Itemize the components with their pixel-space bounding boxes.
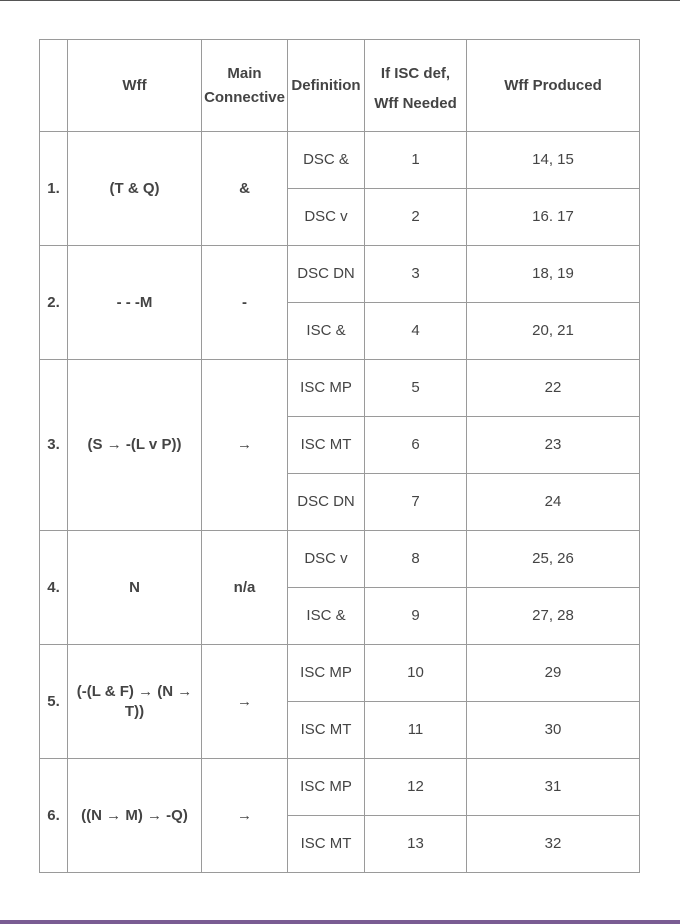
definition-cell: ISC MP (288, 360, 365, 417)
definition-cell: DSC DN (288, 474, 365, 531)
wff-produced-cell: 27, 28 (467, 588, 640, 645)
row-index: 6. (40, 759, 68, 873)
header-wff-produced: Wff Produced (467, 40, 640, 132)
main-connective-cell: n/a (202, 531, 288, 645)
definition-cell: DSC & (288, 132, 365, 189)
header-definition: Definition (288, 40, 365, 132)
wff-needed-cell: 6 (365, 417, 467, 474)
wff-cell: N (68, 531, 202, 645)
definition-cell: DSC v (288, 189, 365, 246)
wff-cell: (S → -(L v P)) (68, 360, 202, 531)
row-index: 3. (40, 360, 68, 531)
header-wff: Wff (68, 40, 202, 132)
wff-needed-cell: 8 (365, 531, 467, 588)
row-index: 1. (40, 132, 68, 246)
wff-produced-cell: 29 (467, 645, 640, 702)
wff-needed-cell: 3 (365, 246, 467, 303)
wff-produced-cell: 31 (467, 759, 640, 816)
table-row (40, 645, 640, 702)
definition-cell: ISC & (288, 303, 365, 360)
header-row (40, 40, 640, 132)
wff-needed-cell: 12 (365, 759, 467, 816)
definition-cell: DSC DN (288, 246, 365, 303)
bottom-rule (0, 920, 680, 924)
wff-needed-cell: 4 (365, 303, 467, 360)
header-main-connective-line1: Main (227, 64, 262, 82)
main-connective-cell: → (202, 360, 288, 531)
wff-cell: (-(L & F) → (N → T)) (68, 645, 202, 759)
wff-produced-cell: 24 (467, 474, 640, 531)
wff-produced-cell: 22 (467, 360, 640, 417)
wff-cell: (T & Q) (68, 132, 202, 246)
wff-produced-cell: 20, 21 (467, 303, 640, 360)
wff-cell: - - -M (68, 246, 202, 360)
wff-produced-cell: 32 (467, 816, 640, 873)
header-if-isc-line2: Wff Needed (374, 94, 457, 112)
definition-cell: ISC MP (288, 759, 365, 816)
definition-cell: ISC MP (288, 645, 365, 702)
main-connective-cell: - (202, 246, 288, 360)
header-if-isc (365, 40, 467, 132)
main-connective-cell: → (202, 759, 288, 873)
wff-produced-cell: 25, 26 (467, 531, 640, 588)
definition-cell: ISC MT (288, 417, 365, 474)
table-row (40, 246, 640, 303)
wff-needed-cell: 10 (365, 645, 467, 702)
table-row (40, 132, 640, 189)
wff-produced-cell: 18, 19 (467, 246, 640, 303)
row-index: 4. (40, 531, 68, 645)
wff-needed-cell: 9 (365, 588, 467, 645)
table-body (40, 132, 640, 873)
wff-needed-cell: 13 (365, 816, 467, 873)
definition-cell: DSC v (288, 531, 365, 588)
row-index: 2. (40, 246, 68, 360)
row-index: 5. (40, 645, 68, 759)
top-rule (0, 0, 680, 1)
table-row (40, 360, 640, 417)
definition-cell: ISC MT (288, 702, 365, 759)
main-connective-cell: → (202, 645, 288, 759)
header-main-connective-line2: Connective (204, 88, 285, 106)
wff-needed-cell: 11 (365, 702, 467, 759)
header-if-isc-line1: If ISC def, (380, 64, 451, 82)
header-main-connective (202, 40, 288, 132)
wff-cell: ((N → M) → -Q) (68, 759, 202, 873)
wff-needed-cell: 7 (365, 474, 467, 531)
wff-produced-cell: 30 (467, 702, 640, 759)
definition-cell: ISC & (288, 588, 365, 645)
wff-needed-cell: 1 (365, 132, 467, 189)
table-row (40, 759, 640, 816)
wff-needed-cell: 5 (365, 360, 467, 417)
wff-produced-cell: 16. 17 (467, 189, 640, 246)
header-index (40, 40, 68, 132)
wff-table (39, 39, 640, 873)
wff-produced-cell: 23 (467, 417, 640, 474)
main-connective-cell: & (202, 132, 288, 246)
wff-produced-cell: 14, 15 (467, 132, 640, 189)
wff-needed-cell: 2 (365, 189, 467, 246)
definition-cell: ISC MT (288, 816, 365, 873)
table-row (40, 531, 640, 588)
